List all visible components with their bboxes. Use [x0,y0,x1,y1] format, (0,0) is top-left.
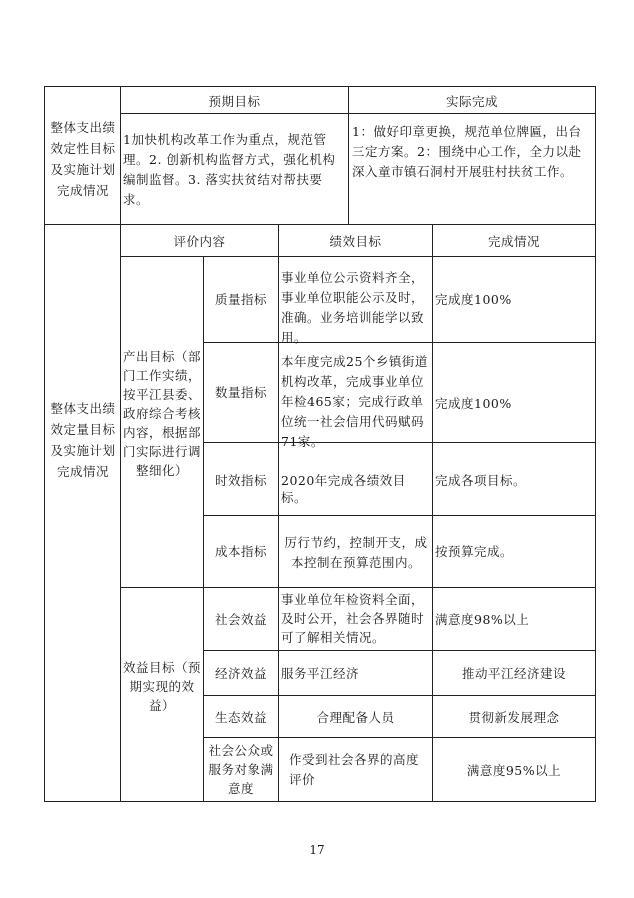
table-border-left [44,86,45,802]
status-timeliness: 完成各项目标。 [435,473,527,488]
indicator-cost: 成本指标 [214,544,267,559]
header-actual: 实际完成 [445,94,498,109]
output-goal-group: 产出目标（部门工作实绩，按平江县委、政府综合考核内容，根据部门实际进行调整细化） [123,349,202,478]
header-status: 完成情况 [487,234,540,249]
indicator-satisfaction: 社会公众或服务对象满意度 [208,743,274,796]
indicator-ecological: 生态效益 [214,710,267,725]
divider [44,224,596,225]
table-border-top [44,86,596,87]
indicator-quantity: 数量指标 [214,385,267,400]
target-timeliness: 2020年完成各绩效目标。 [281,473,406,505]
page-number: 17 [309,843,325,857]
target-cost: 厉行节约，控制开支，成本控制在预算范围内。 [284,535,428,570]
target-quality: 事业单位公示资料齐全，事业单位职能公示及时，准确。业务培训能学以致用。 [281,270,425,345]
target-social: 事业单位年检资料全面，及时公开，社会各界随时可了解相关情况。 [281,592,425,645]
indicator-timeliness: 时效指标 [214,473,267,488]
indicator-quality: 质量指标 [214,292,267,307]
actual-results-text: 1：做好印章更换，规范单位牌匾，出台三定方案。2：围绕中心工作，全力以赴深入童市镇石洞村开展驻村扶贫工作。 [352,124,582,179]
divider [203,695,596,696]
target-quantity: 本年度完成25个乡镇街道机构改革，完成事业单位年检465家；完成行政单位统一社会信用代码赋码71家。 [281,354,428,449]
divider [203,515,596,516]
divider [120,587,596,588]
divider [120,256,596,257]
status-ecological: 贯彻新发展理念 [468,710,560,725]
header-target: 绩效目标 [329,234,382,249]
target-ecological: 合理配备人员 [316,710,395,725]
divider [120,113,596,114]
target-economic: 服务平江经济 [281,666,360,681]
status-social: 满意度98%以上 [435,612,530,627]
indicator-economic: 经济效益 [214,666,267,681]
divider [203,650,596,651]
table-border-bottom [44,801,596,802]
section1-row-label: 整体支出绩效定性目标及实施计划完成情况 [50,120,116,198]
status-economic: 推动平江经济建设 [461,666,566,681]
indicator-social: 社会效益 [214,612,267,627]
status-satisfaction: 满意度95%以上 [466,763,562,778]
expected-goals-text: 1加快机构改革工作为重点，规范管理。2. 创新机构监督方式，强化机构编制监督。3. 落实扶贫结对帮扶要求。 [123,132,336,207]
section2-row-label: 整体支出绩效定量目标及实施计划完成情况 [50,401,116,479]
header-eval-content: 评价内容 [173,234,226,249]
divider [120,224,121,802]
benefit-goal-group: 效益目标（预期实现的效益） [123,660,202,713]
status-quantity: 完成度100% [435,396,512,411]
status-quality: 完成度100% [435,292,512,307]
header-expected: 预期目标 [208,94,261,109]
divider [203,737,596,738]
target-satisfaction: 作受到社会各界的高度评价 [289,752,420,787]
status-cost: 按预算完成。 [435,544,514,559]
